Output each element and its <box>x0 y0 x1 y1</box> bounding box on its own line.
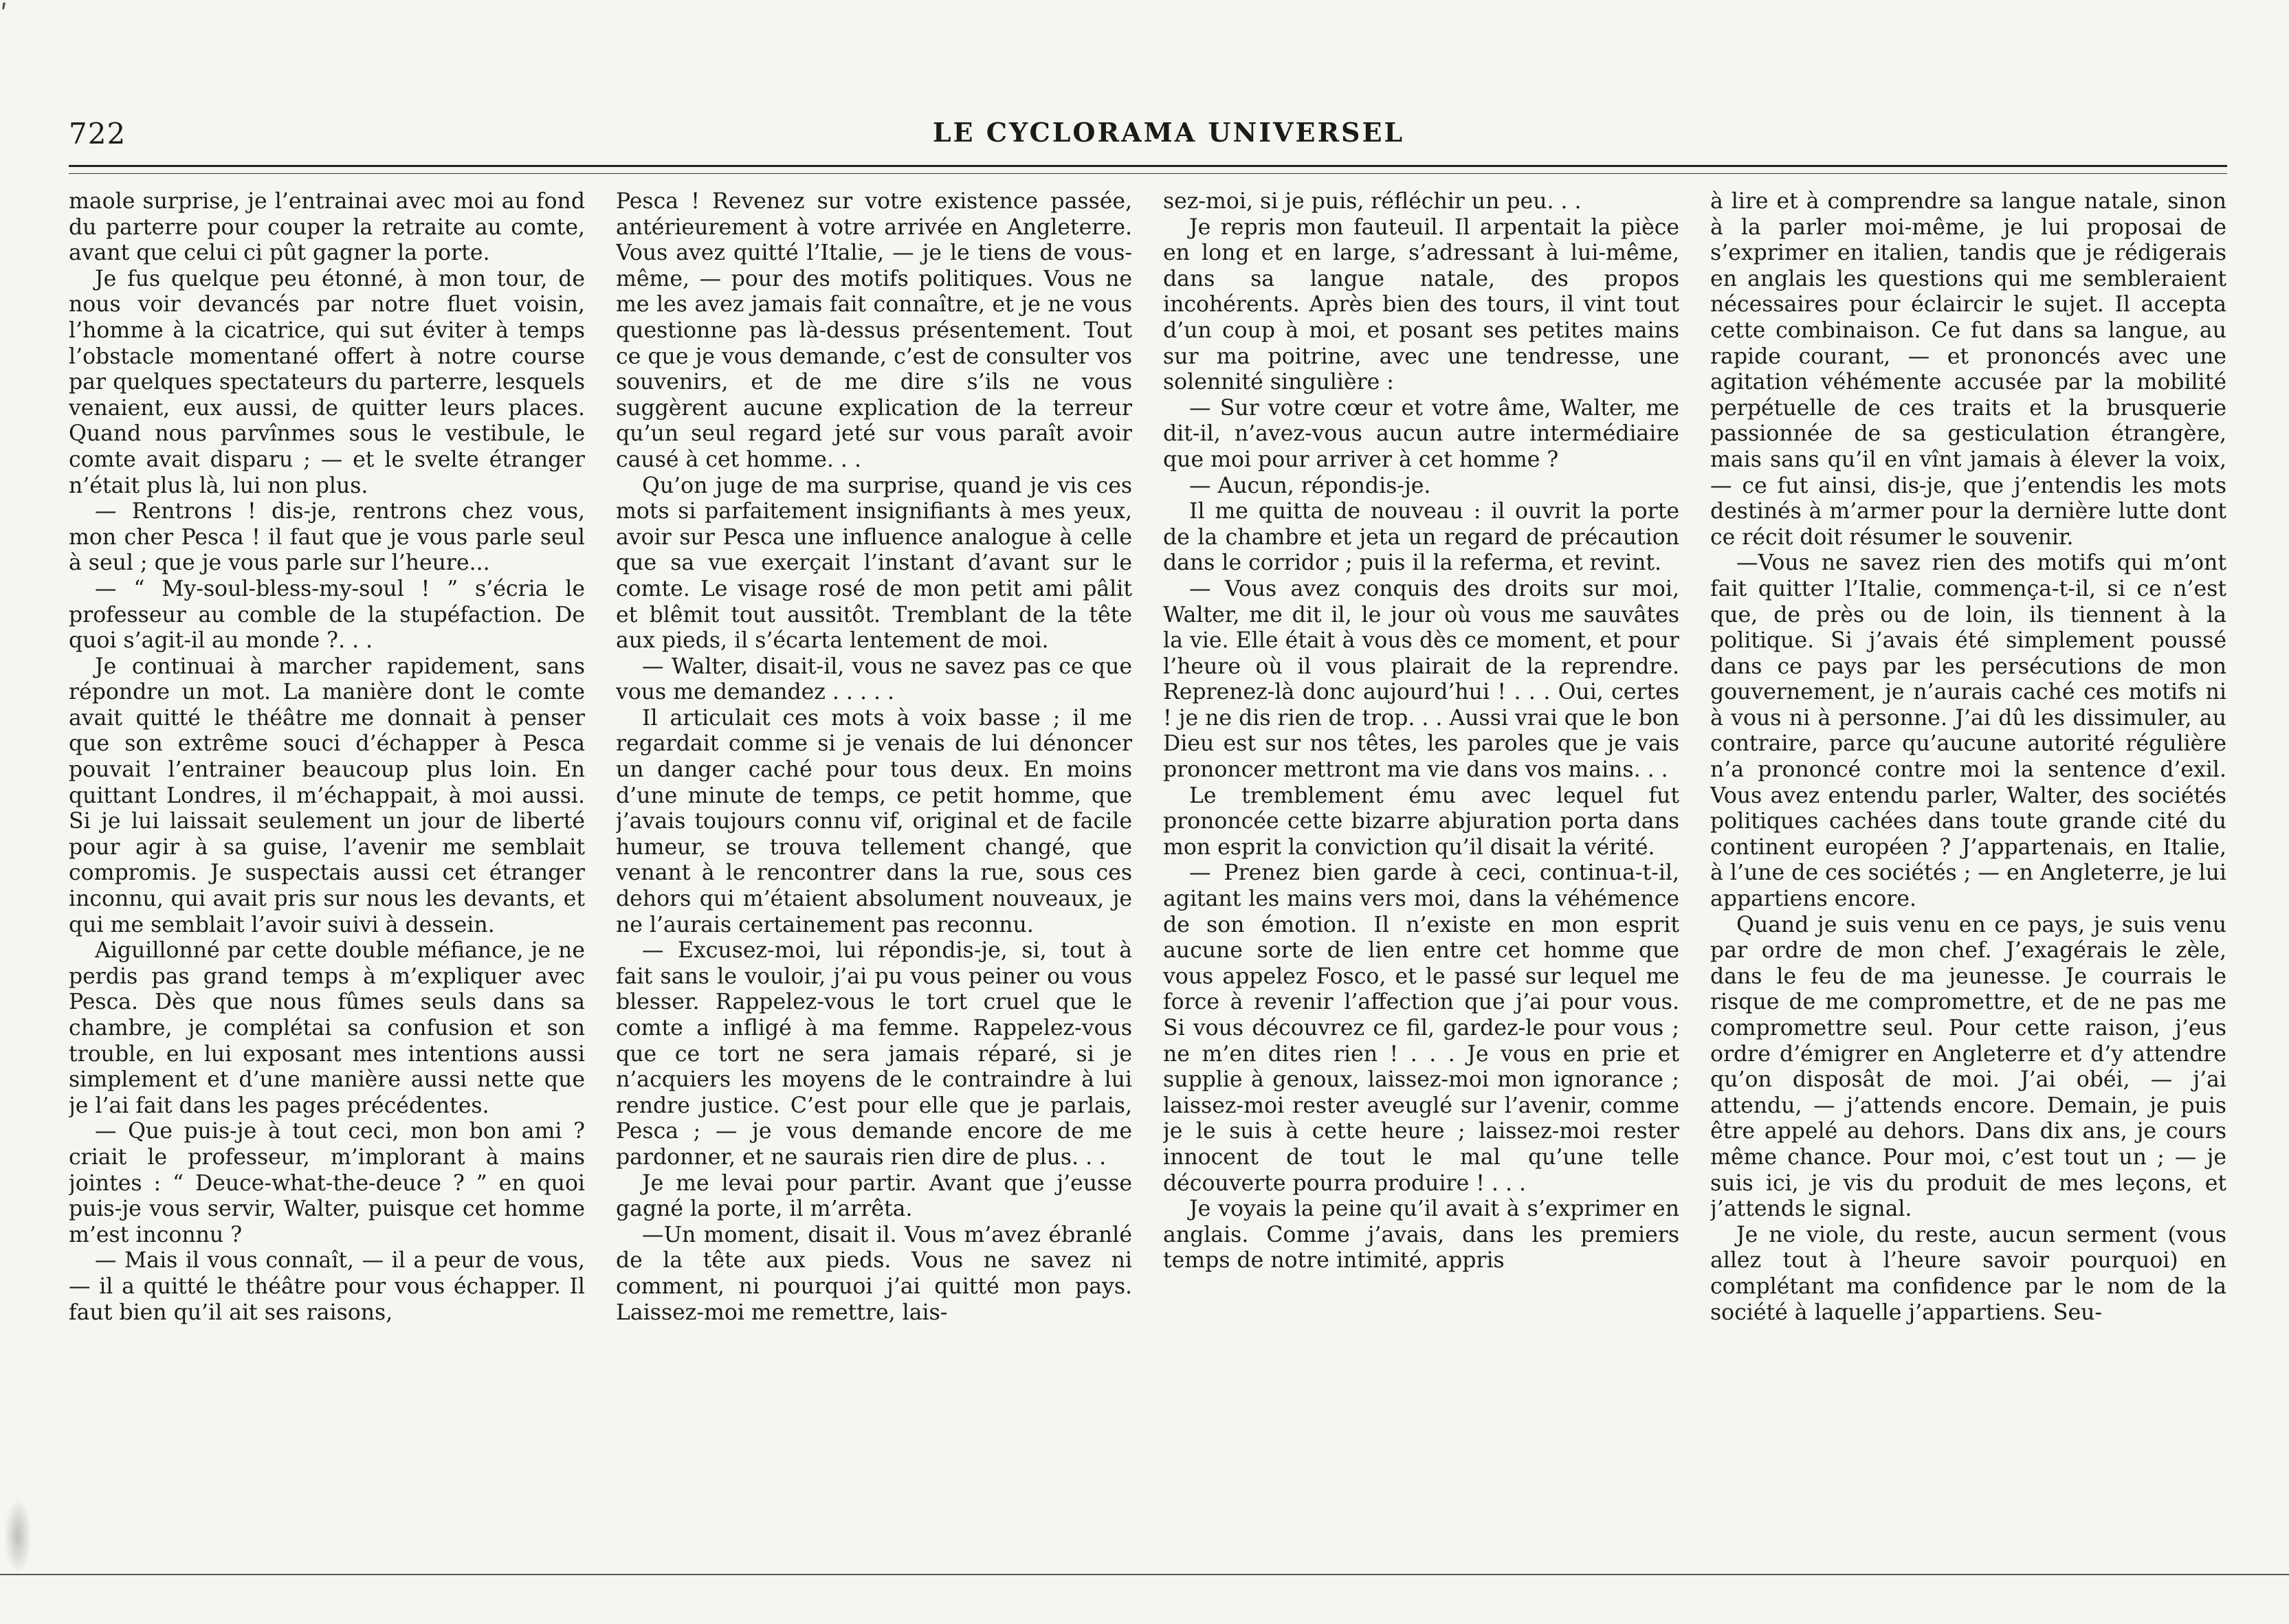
paragraph: —Vous ne savez rien des motifs qui m’ont fait quitter l’Italie, commença-t-il, si ce n’est que, de près ou de loin, ils tiennent à la politique. Si j’avais été simplement poussé dans ce pays par les persécutions de mon gouvernement, je n’aurais caché ces motifs ni à vous ni à personne. J’ai dû les dissimuler, au contraire, parce qu’aucune autorité régulière n’a prononcé contre moi la sentence d’exil. Vous avez entendu parler, Walter, des sociétés politiques cachées dans toute grande cité du continent européen ? J’appartenais, en Italie, à l’une de ces sociétés ; — en Angleterre, je lui appartiens encore. <box>1710 550 2226 912</box>
paragraph: — Vous avez conquis des droits sur moi, Walter, me dit il, le jour où vous me sauvâtes la vie. Elle était à vous dès ce moment, et pour l’heure où il vous plairait de la reprendre. Reprenez-là donc aujourd’hui ! . . . Oui, certes ! je ne dis rien de trop. . . Aussi vrai que le bon Dieu est sur nos têtes, les paroles que je vais prononcer mettront ma vie dans vos mains. . . <box>1163 576 1679 783</box>
header-rule-thin <box>69 173 2227 174</box>
paragraph: Je voyais la peine qu’il avait à s’exprimer en anglais. Comme j’avais, dans les premiers temps de notre intimité, appris <box>1163 1197 1679 1273</box>
paragraph: — Walter, disait-il, vous ne savez pas ce que vous me demandez . . . . . <box>616 654 1132 705</box>
paragraph: — Excusez-moi, lui répondis-je, si, tout à fait sans le vouloir, j’ai pu vous peiner ou vous blesser. Rappelez-vous le tort cruel que le comte a infligé à ma femme. Rappelez-vous que ce tort ne sera jamais réparé, si je n’acquiers les moyens de le contraindre à lui rendre justice. C’est pour elle que je parlais, Pesca ; — je vous demande encore de me pardonner, et ne saurais rien dire de plus. . . <box>616 938 1132 1170</box>
paragraph: — “ My-soul-bless-my-soul ! ” s’écria le professeur au comble de la stupéfaction. De quoi s’agit-il au monde ?. . . <box>69 576 585 654</box>
text-columns <box>69 189 2227 1543</box>
paragraph: Pesca ! Revenez sur votre existence passée, antérieurement à votre arrivée en Angleterre. Vous avez quitté l’Italie, — je le tiens de vous-même, — pour des motifs politiques. Vous ne me les avez jamais fait connaître, et je ne vous questionne pas là-dessus présentement. Tout ce que je vous demande, c’est de consulter vos souvenirs, et de me dire s’ils ne vous suggèrent aucune explication de la terreur qu’un seul regard jeté sur vous paraît avoir causé à cet homme. . . <box>616 189 1132 472</box>
paragraph: Je fus quelque peu étonné, à mon tour, de nous voir devancés par notre fluet voisin, l’homme à la cicatrice, qui sut éviter à temps l’obstacle momentané offert à notre course par quelques spectateurs du parterre, lesquels venaient, eux aussi, de quitter leurs places. Quand nous parvînmes sous le vestibule, le comte avait disparu ; — et le svelte étranger n’était plus là, lui non plus. <box>69 266 585 498</box>
paragraph: Il articulait ces mots à voix basse ; il me regardait comme si je venais de lui dénoncer un danger caché pour tous deux. En moins d’une minute de temps, ce petit homme, que j’avais toujours connu vif, original et de facile humeur, se trouva tellement changé, que venant à le rencontrer dans la rue, sous ces dehors qui m’étaient absolument nouveaux, je ne l’aurais certainement pas reconnu. <box>616 705 1132 937</box>
paragraph: — Mais il vous connaît, — il a peur de vous, — il a quitté le théâtre pour vous échapper. Il faut bien qu’il ait ses raisons, <box>69 1248 585 1325</box>
paragraph: Je repris mon fauteuil. Il arpentait la pièce en long et en large, s’adressant à lui-même, dans sa langue natale, des propos incohérents. Après bien des tours, il vint tout d’un coup à moi, et posant ses petites mains sur ma poitrine, avec une tendresse, une solennité singulière : <box>1163 214 1679 395</box>
margin-smudge <box>4 1498 32 1574</box>
paragraph: Je continuai à marcher rapidement, sans répondre un mot. La manière dont le comte avait quitté le théâtre me donnait à penser que son extrême souci d’échapper à Pesca pouvait l’entrainer beaucoup plus loin. En quittant Londres, il m’échappait, à moi aussi. Si je lui laissait seulement un jour de liberté pour agir à sa guise, l’avenir me semblait compromis. Je suspectais aussi cet étranger inconnu, qui avait pris sur nous les devants, et qui me semblait l’avoir suivi à dessein. <box>69 654 585 937</box>
paragraph: — Sur votre cœur et votre âme, Walter, me dit-il, n’avez-vous aucun autre intermédiaire que moi pour arriver à cet homme ? <box>1163 395 1679 472</box>
paragraph: Il me quitta de nouveau : il ouvrit la porte de la chambre et jeta un regard de précaution dans le corridor ; puis il la referma, et revint. <box>1163 499 1679 576</box>
paragraph: Le tremblement ému avec lequel fut prononcée cette bizarre abjuration porta dans mon esprit la conviction qu’il disait la vérité. <box>1163 783 1679 860</box>
paragraph: — Que puis-je à tout ceci, mon bon ami ? criait le professeur, m’implorant à mains jointes : “ Deuce-what-the-deuce ? ” en quoi puis-je vous servir, Walter, puisque cet homme m’est inconnu ? <box>69 1119 585 1247</box>
paragraph: à lire et à comprendre sa langue natale, sinon à la parler moi-même, je lui proposai de s’exprimer en italien, tandis que je rédigerais en anglais les questions qui me sembleraient nécessaires pour éclaircir le sujet. Il accepta cette combinaison. Ce fut dans sa langue, au rapide courant, — et prononcés avec une agitation véhémente accusée par la mobilité perpétuelle de ces traits et la brusquerie passionnée de sa gesticulation étrangère, mais sans qu’il en vînt jamais à élever la voix, — ce fut ainsi, dis-je, que j’entendis les mots destinés à m’armer pour la dernière lutte dont ce récit doit résumer le souvenir. <box>1710 189 2226 550</box>
paragraph: — Rentrons ! dis-je, rentrons chez vous, mon cher Pesca ! il faut que je vous parle seul à seul ; que je vous parle sur l’heure... <box>69 499 585 576</box>
running-title: LE CYCLORAMA UNIVERSEL <box>932 117 1405 148</box>
paragraph: Aiguillonné par cette double méfiance, je ne perdis pas grand temps à m’expliquer avec Pesca. Dès que nous fûmes seuls dans sa chambre, je complétai sa confusion et son trouble, en lui exposant mes intentions aussi simplement et d’une manière aussi nette que je l’ai fait dans les pages précédentes. <box>69 938 585 1118</box>
column-4 <box>1710 189 2226 1543</box>
paragraph: Qu’on juge de ma surprise, quand je vis ces mots si parfaitement insignifiants à mes yeux, avoir sur Pesca une influence analogue à celle que sa vue exerçait l’instant d’avant sur le comte. Le visage rosé de mon petit ami pâlit et blêmit tout aussitôt. Tremblant de la tête aux pieds, il s’écarta lentement de moi. <box>616 473 1132 654</box>
page-corner-mark: ʹ <box>0 0 8 32</box>
paragraph: sez-moi, si je puis, réfléchir un peu. . . <box>1163 189 1582 214</box>
page-number: 722 <box>69 117 126 151</box>
paragraph: Je me levai pour partir. Avant que j’eusse gagné la porte, il m’arrêta. <box>616 1170 1132 1222</box>
paragraph: — Aucun, répondis-je. <box>1189 473 1431 498</box>
paragraph: Je ne viole, du reste, aucun serment (vous allez tout à l’heure savoir pourquoi) en complétant ma confidence par le nom de la société à laquelle j’appartiens. Seu- <box>1710 1222 2226 1325</box>
column-2 <box>616 189 1132 1543</box>
paragraph: Quand je suis venu en ce pays, je suis venu par ordre de mon chef. J’exagérais le zèle, dans le feu de ma jeunesse. Je courrais le risque de me compromettre, et de ne pas me compromettre seul. Pour cette raison, j’eus ordre d’émigrer en Angleterre et d’y attendre qu’on disposât de moi. J’ai obéi, — j’ai attendu, — j’attends encore. Demain, je puis être appelé au dehors. Dans dix ans, je cours même chance. Pour moi, c’est tout un ; — je suis ici, je vis du produit de mes leçons, et j’attends le signal. <box>1710 912 2226 1222</box>
column-3 <box>1163 189 1679 1543</box>
header-rule <box>69 165 2227 167</box>
paragraph: maole surprise, je l’entrainai avec moi au fond du parterre pour couper la retraite au comte, avant que celui ci pût gagner la porte. <box>69 189 585 266</box>
paragraph: —Un moment, disait il. Vous m’avez ébranlé de la tête aux pieds. Vous ne savez ni comment, ni pourquoi j’ai quitté mon pays. Laissez-moi me remettre, lais- <box>616 1222 1132 1325</box>
column-1 <box>69 189 585 1543</box>
paragraph: — Prenez bien garde à ceci, continua-t-il, agitant les mains vers moi, dans la véhémence de son émotion. Il n’existe en mon esprit aucune sorte de lien entre cet homme que vous appelez Fosco, et le passé sur lequel me force à revenir l’affection que j’ai pour vous. Si vous découvrez ce fil, gardez-le pour vous ; ne m’en dites rien ! . . . Je vous en prie et supplie à genoux, laissez-moi mon ignorance ; laissez-moi rester aveuglé sur l’avenir, comme je le suis à cette heure ; laissez-moi rester innocent de tout le mal qu’une telle découverte pourra produire ! . . . <box>1163 860 1679 1196</box>
footer-rule <box>0 1574 2289 1575</box>
